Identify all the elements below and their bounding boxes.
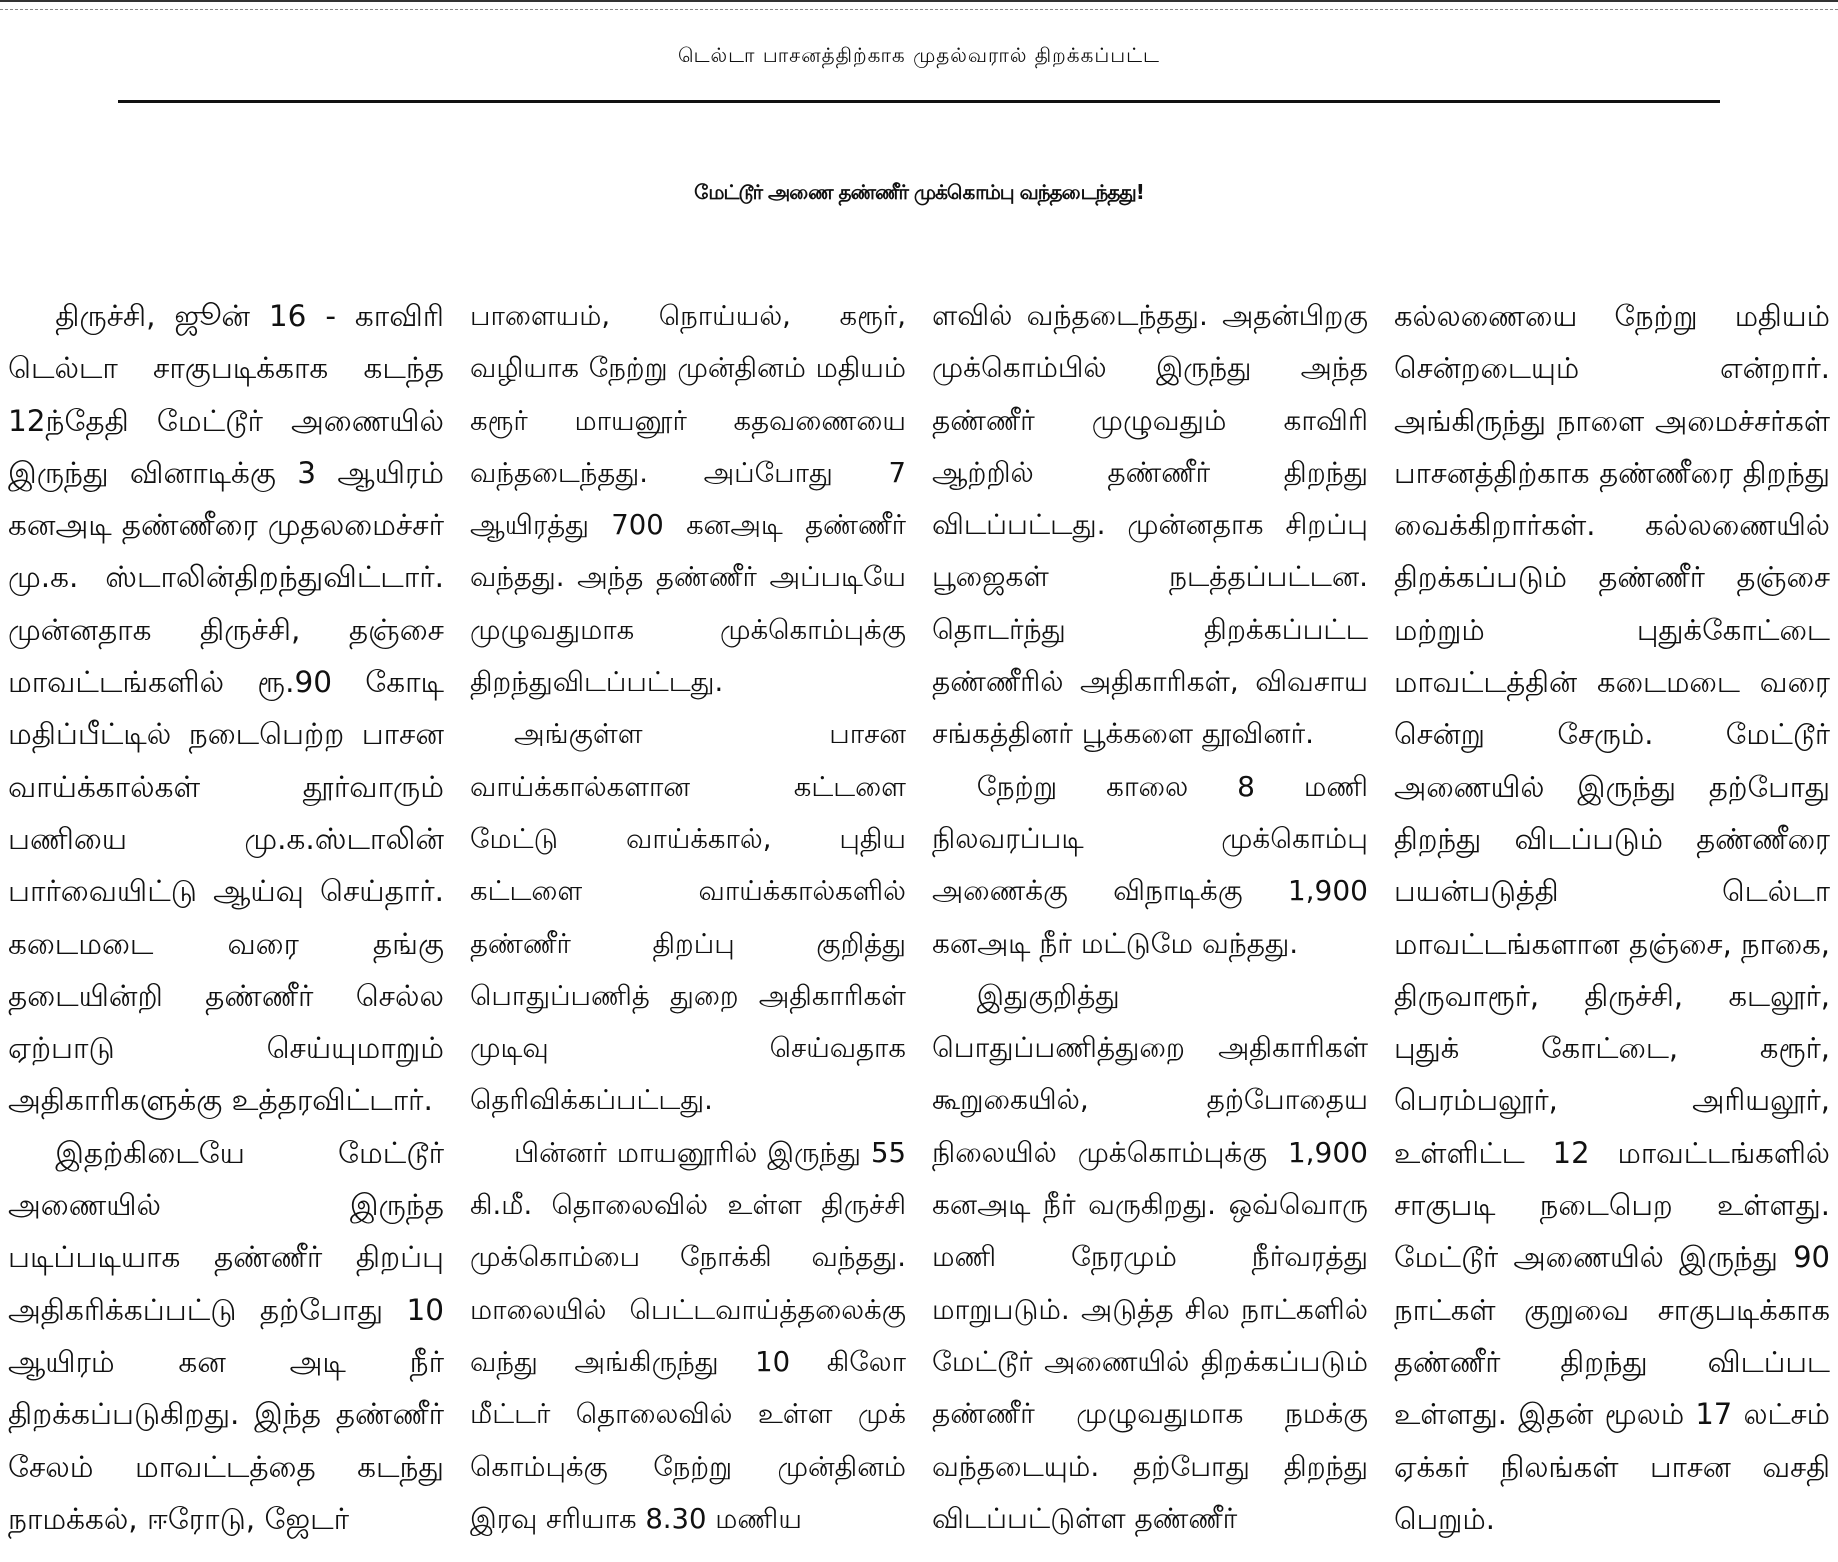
top-border bbox=[0, 0, 1838, 10]
paragraph: பின்னர் மாயனூரில் இருந்து 55 கி.மீ. தொலைவில் உள்ள திருச்சி முக்கொம்பை நோக்கி வந்தது. மாலையில் பெட்டவாய்த்தலைக்கு வந்து அங்கிருந்து 10 கிலோ மீட்டர் தொலைவில் உள்ள முக் கொம்புக்கு நேற்று முன்தினம் இரவு சரியாக 8.30 மணிய bbox=[470, 1136, 906, 1535]
paragraph: திருச்சி, ஜூன் 16 - காவிரி டெல்டா சாகுபடிக்காக கடந்த 12ந்தேதி மேட்டூர் அணையில் இருந்து வினாடிக்கு 3 ஆயிரம் கனஅடி தண்ணீரை முதலமைச்சர் மு.க. ஸ்டாலின்திறந்துவிட்டார். முன்னதாக திருச்சி, தஞ்சை மாவட்டங்களில் ரூ.90 கோடி மதிப்பீட்டில் நடைபெற்ற பாசன வாய்க்கால்கள் தூர்வாரும் பணியை மு.க.ஸ்டாலின் பார்வையிட்டு ஆய்வு செய்தார். கடைமடை வரை தங்கு தடையின்றி தண்ணீர் செல்ல ஏற்பாடு செய்யுமாறும் அதிகாரிகளுக்கு உத்தரவிட்டார். bbox=[8, 299, 444, 1118]
paragraph: நேற்று காலை 8 மணி நிலவரப்படி முக்கொம்பு அணைக்கு விநாடிக்கு 1,900 கனஅடி நீர் மட்டுமே வந்தது. bbox=[932, 769, 1368, 960]
article-column-3 bbox=[932, 290, 1368, 1558]
paragraph: கல்லணையை நேற்று மதியம் சென்றடையும் என்றார். அங்கிருந்து நாளை அமைச்சர்கள் பாசனத்திற்காக தண்ணீரை திறந்து வைக்கிறார்கள். கல்லணையில் திறக்கப்படும் தண்ணீர் தஞ்சை மற்றும் புதுக்கோட்டை மாவட்டத்தின் கடைமடை வரை சென்று சேரும். மேட்டூர் அணையில் இருந்து தற்போது திறந்து விடப்படும் தண்ணீரை பயன்படுத்தி டெல்டா மாவட்டங்களான தஞ்சை, நாகை, திருவாரூர், திருச்சி, கடலூர், புதுக் கோட்டை, கரூர், பெரம்பலூர், அரியலூர், உள்ளிட்ட 12 மாவட்டங்களில் சாகுபடி நடைபெற உள்ளது. மேட்டூர் அணையில் இருந்து 90 நாட்கள் குறுவை சாகுபடிக்காக தண்ணீர் திறந்து விடப்பட உள்ளது. இதன் மூலம் 17 லட்சம் ஏக்கர் நிலங்கள் பாசன வசதி பெறும். bbox=[1394, 299, 1830, 1536]
headline-divider bbox=[118, 100, 1720, 103]
article-column-2 bbox=[470, 290, 906, 1558]
paragraph: அங்குள்ள பாசன வாய்க்கால்களான கட்டளை மேட்டு வாய்க்கால், புதிய கட்டளை வாய்க்கால்களில் தண்ணீர் திறப்பு குறித்து பொதுப்பணித் துறை அதிகாரிகள் முடிவு செய்வதாக தெரிவிக்கப்பட்டது. bbox=[470, 718, 906, 1117]
article-column-4 bbox=[1394, 290, 1830, 1558]
paragraph: ளவில் வந்தடைந்தது. அதன்பிறகு முக்கொம்பில் இருந்து அந்த தண்ணீர் முழுவதும் காவிரி ஆற்றில் தண்ணீர் திறந்து விடப்பட்டது. முன்னதாக சிறப்பு பூஜைகள் நடத்தப்பட்டன. தொடர்ந்து திறக்கப்பட்ட தண்ணீரில் அதிகாரிகள், விவசாய சங்கத்தினர் பூக்களை தூவினர். bbox=[932, 299, 1368, 751]
main-headline: மேட்டூர் அணை தண்ணீர் முக்கொம்பு வந்தடைந்தது! bbox=[694, 180, 1144, 204]
article-body bbox=[8, 290, 1830, 1558]
paragraph: இதற்கிடையே மேட்டூர் அணையில் இருந்த படிப்படியாக தண்ணீர் திறப்பு அதிகரிக்கப்பட்டு தற்போது 10 ஆயிரம் கன அடி நீர் திறக்கப்படுகிறது. இந்த தண்ணீர் சேலம் மாவட்டத்தை கடந்து நாமக்கல், ஈரோடு, ஜேடர் bbox=[8, 1135, 444, 1536]
paragraph: பாளையம், நொய்யல், கரூர், வழியாக நேற்று முன்தினம் மதியம் கரூர் மாயனூர் கதவணையை வந்தடைந்தது. அப்போது 7 ஆயிரத்து 700 கனஅடி தண்ணீர் வந்தது. அந்த தண்ணீர் அப்படியே முழுவதுமாக முக்கொம்புக்கு திறந்துவிடப்பட்டது. bbox=[470, 300, 906, 699]
kicker-subheadline: டெல்டா பாசனத்திற்காக முதல்வரால் திறக்கப்பட்ட bbox=[678, 43, 1160, 67]
article-column-1 bbox=[8, 290, 444, 1558]
paragraph: இதுகுறித்து பொதுப்பணித்துறை அதிகாரிகள் கூறுகையில், தற்போதைய நிலையில் முக்கொம்புக்கு 1,900 கனஅடி நீர் வருகிறது. ஒவ்வொரு மணி நேரமும் நீர்வரத்து மாறுபடும். அடுத்த சில நாட்களில் மேட்டூர் அணையில் திறக்கப்படும் தண்ணீர் முழுவதுமாக நமக்கு வந்தடையும். தற்போது திறந்து விடப்பட்டுள்ள தண்ணீர் bbox=[932, 978, 1368, 1535]
